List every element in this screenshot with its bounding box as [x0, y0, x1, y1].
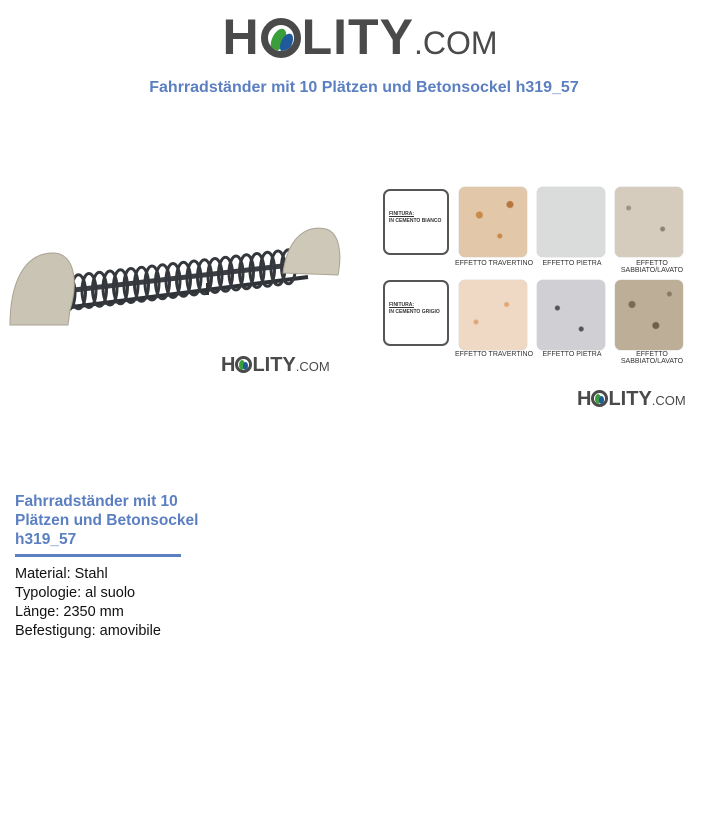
product-image-logo: H LITY.COM	[221, 354, 330, 376]
swatch-white-travertino	[459, 187, 527, 257]
spec-length: Länge: 2350 mm	[15, 604, 124, 620]
product-title: Fahrradständer mit 10 Plätzen und Betonsockel h319_57	[15, 493, 199, 548]
logo-o-icon	[261, 18, 301, 58]
swatch-grey-pietra	[537, 280, 605, 350]
logo-suffix: .COM	[413, 25, 498, 61]
logo-o-icon	[591, 390, 608, 407]
swatch-label: EFFETTO PIETRA	[542, 351, 602, 358]
swatch-label: EFFETTO SABBIATO/LAVATO	[620, 351, 684, 365]
swatch-label: EFFETTO SABBIATO/LAVATO	[620, 260, 684, 274]
page-title: Fahrradständer mit 10 Plätzen und Betonsockel h319_57	[149, 79, 579, 96]
product-specs	[15, 565, 161, 641]
product-image-bike-rack	[8, 215, 343, 355]
finish-swatch-grid	[383, 187, 703, 367]
swatch-grey-sabbiato	[615, 280, 683, 350]
logo-letter-h: H	[222, 9, 260, 65]
spec-material: Material: Stahl	[15, 566, 108, 582]
swatch-white-sabbiato	[615, 187, 683, 257]
holity-logo[interactable]	[0, 8, 720, 66]
finish-label-grey: FINITURA: IN CEMENTO GRIGIO	[383, 280, 449, 346]
swatch-image-logo: H LITY.COM	[577, 388, 686, 410]
swatch-label: EFFETTO PIETRA	[542, 260, 602, 267]
spec-typology: Typologie: al suolo	[15, 585, 136, 601]
finish-label-white: FINITURA: IN CEMENTO BIANCO	[383, 189, 449, 255]
swatch-white-pietra	[537, 187, 605, 257]
swatch-grey-travertino	[459, 280, 527, 350]
swatch-label: EFFETTO TRAVERTINO	[454, 351, 534, 358]
logo-o-icon	[235, 356, 252, 373]
logo-letters-lity: LITY	[301, 9, 414, 65]
spec-fastening: Befestigung: amovibile	[15, 623, 161, 639]
title-divider	[15, 554, 181, 557]
swatch-label: EFFETTO TRAVERTINO	[454, 260, 534, 267]
